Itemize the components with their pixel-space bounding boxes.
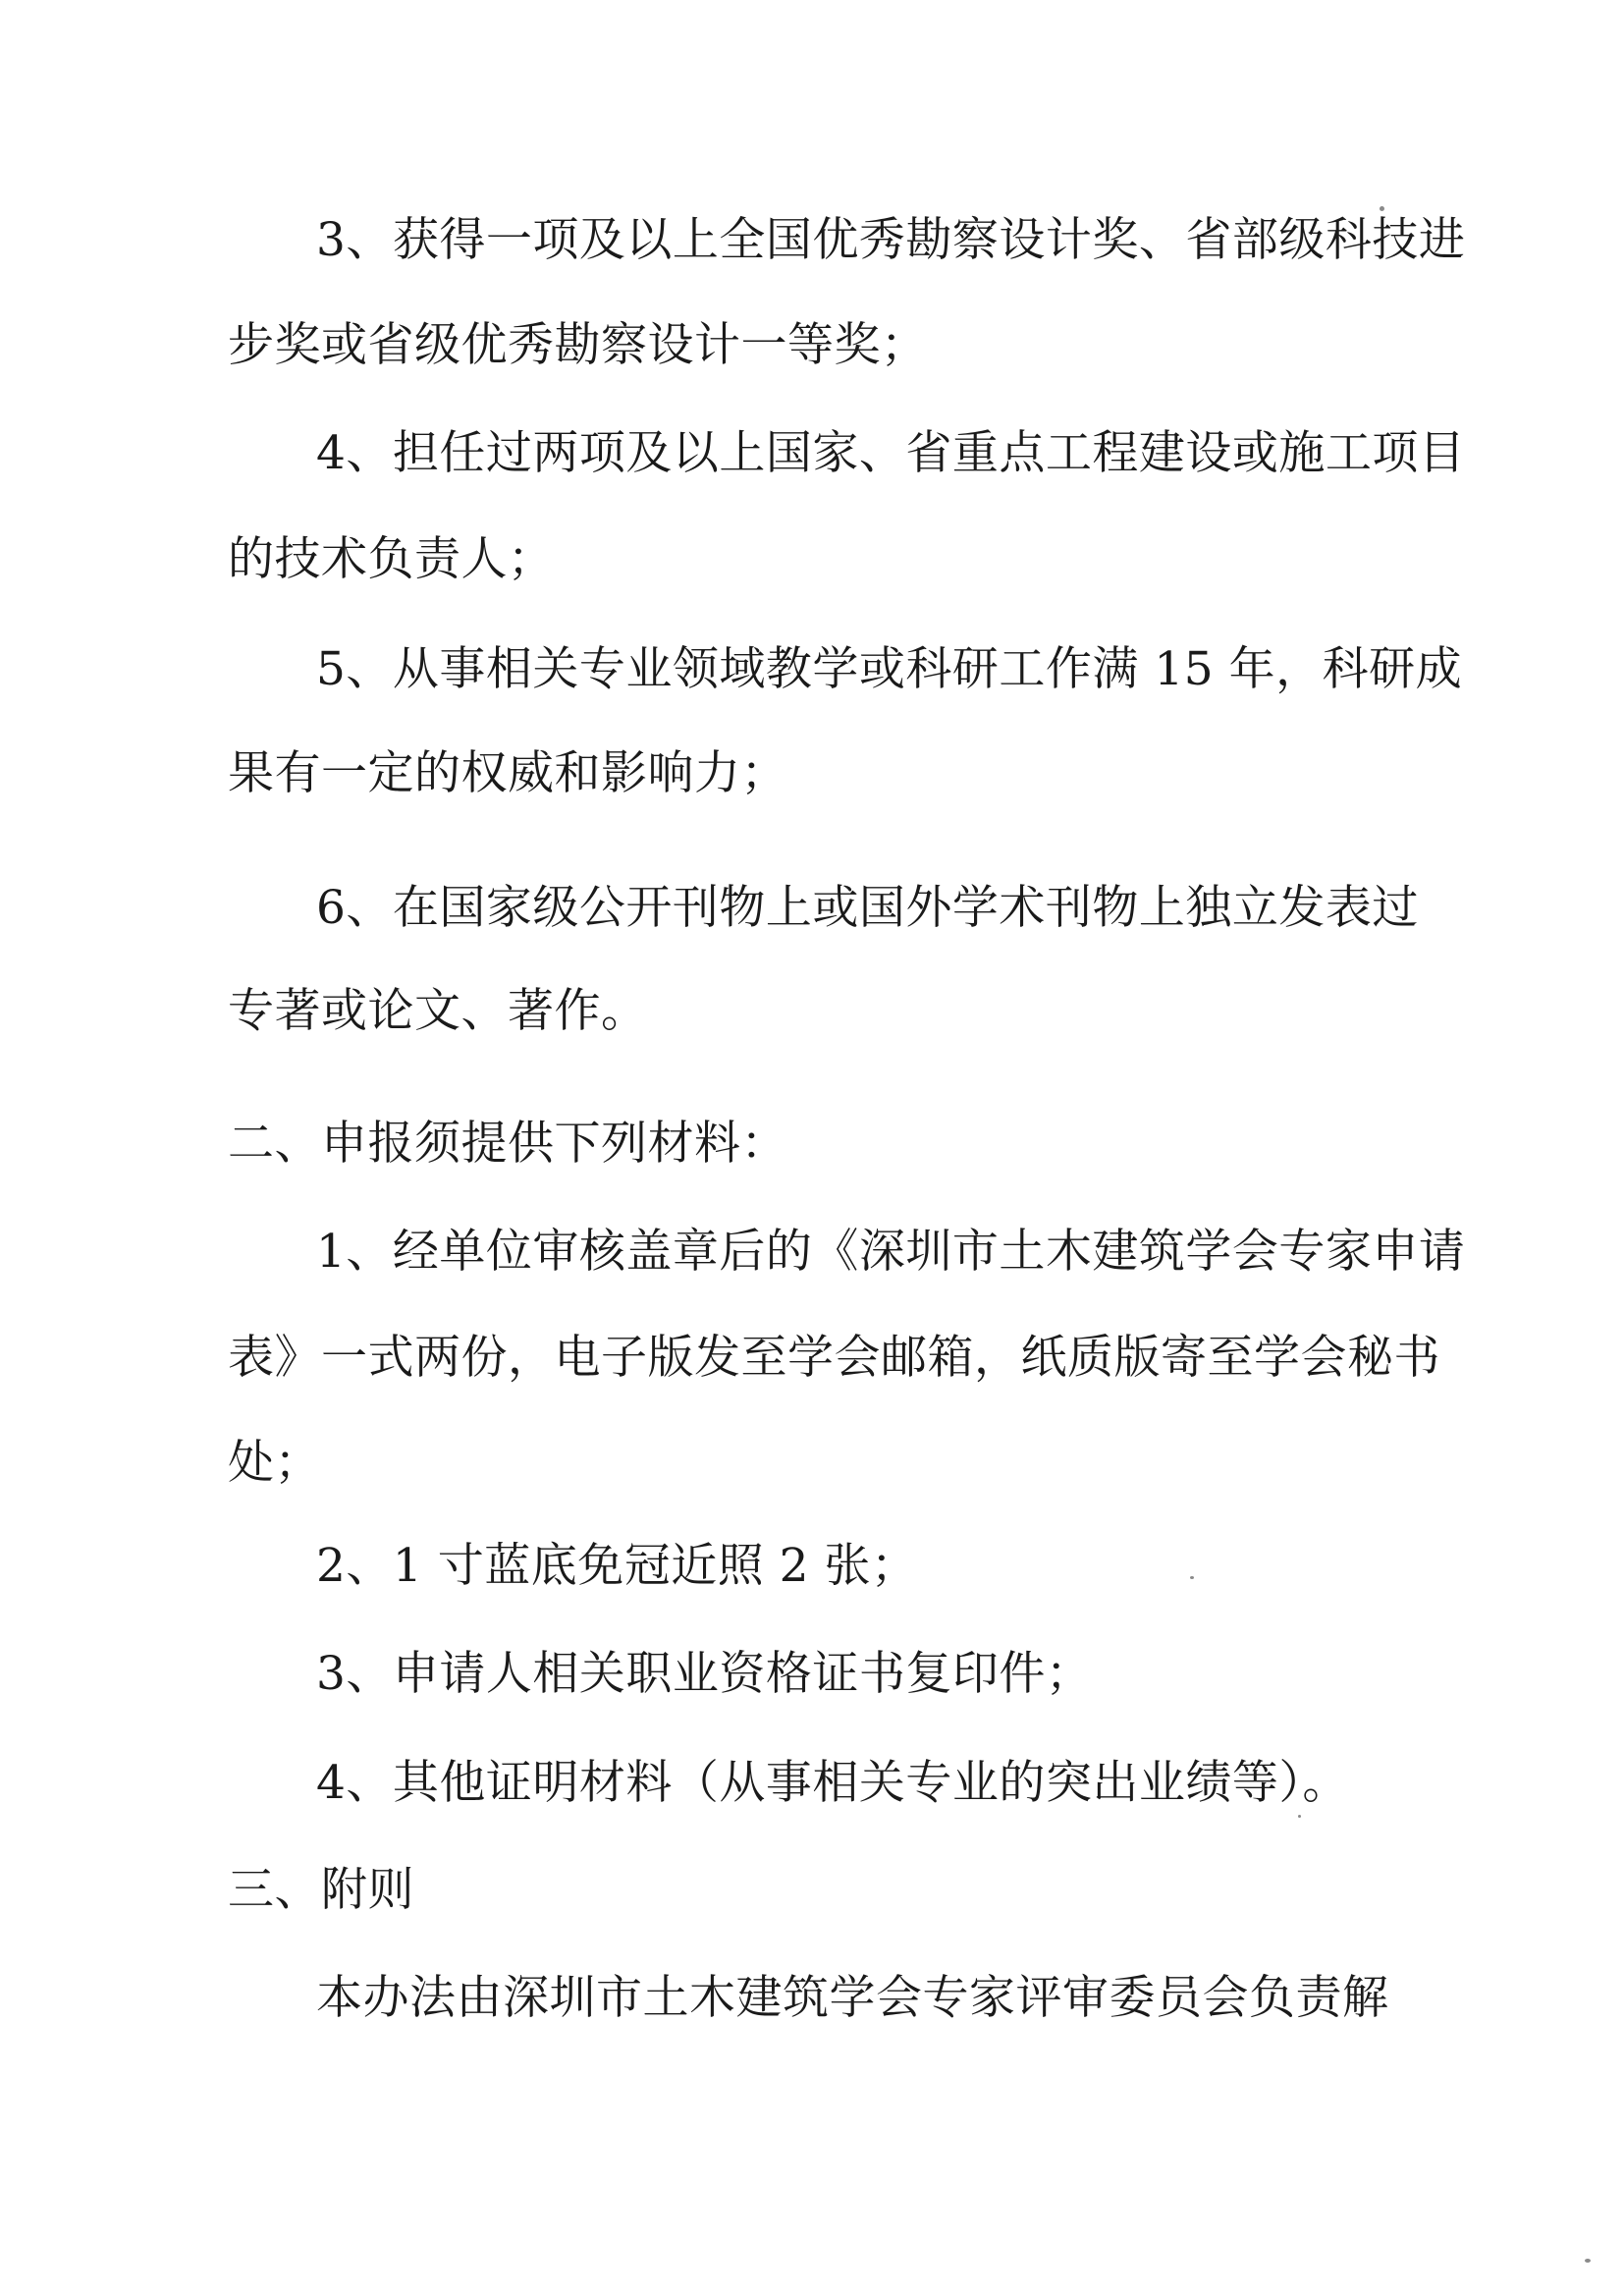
text-line: 表》一式两份，电子版发至学会邮箱，纸质版寄至学会秘书: [228, 1331, 1440, 1385]
section-heading: 三、附则: [228, 1863, 414, 1917]
text-line: 2、1 寸蓝底免冠近照 2 张；: [316, 1539, 918, 1593]
text-line: 的技术负责人；: [228, 532, 555, 586]
text-line: 4、其他证明材料（从事相关专业的突出业绩等）。: [316, 1756, 1349, 1810]
text-line: 步奖或省级优秀勘察设计一等奖；: [228, 318, 928, 372]
text-line: 3、申请人相关职业资格证书复印件；: [316, 1647, 1093, 1701]
scan-speck: [1298, 1815, 1301, 1818]
scan-speck: [1380, 206, 1384, 211]
text-line: 本办法由深圳市土木建筑学会专家评审委员会负责解: [316, 1971, 1389, 2025]
scan-speck: [1190, 1576, 1194, 1579]
text-line: 5、从事相关专业领域教学或科研工作满 15 年，科研成: [316, 642, 1463, 696]
scan-speck: [1585, 2259, 1591, 2263]
text-line: 4、担任过两项及以上国家、省重点工程建设或施工项目: [316, 426, 1466, 480]
text-line: 1、经单位审核盖章后的《深圳市土木建筑学会专家申请: [316, 1225, 1466, 1279]
text-line: 3、获得一项及以上全国优秀勘察设计奖、省部级科技进: [316, 213, 1466, 267]
text-line: 专著或论文、著作。: [228, 984, 648, 1038]
text-line: 处；: [228, 1436, 321, 1490]
text-line: 果有一定的权威和影响力；: [228, 746, 787, 800]
section-heading: 二、申报须提供下列材料：: [228, 1117, 787, 1171]
text-line: 6、在国家级公开刊物上或国外学术刊物上独立发表过: [316, 881, 1419, 935]
